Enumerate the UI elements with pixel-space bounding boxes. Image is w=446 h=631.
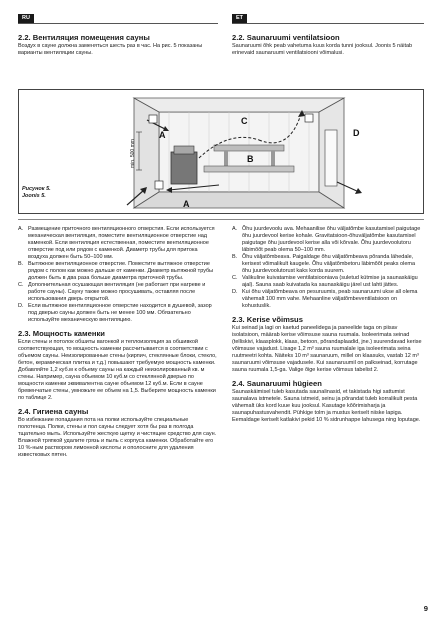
- list-item-key: A.: [232, 226, 238, 232]
- list-item-text: Размещение приточного вентиляционного отверстия. Если используется механическая вентиляция, поместите вентиляционное отверстие над каменкой. Если вентиляция естественная, поместите вентиляционное отверстие под или рядом с каменкой. Диаметр трубы для притока воздуха должен быть 50–100 мм.: [28, 226, 215, 260]
- header-rule-right: [232, 23, 424, 24]
- list-item: [18, 282, 218, 303]
- page-number: 9: [423, 604, 428, 613]
- et-hygiene-title: 2.4. Saunaruumi hügieen: [232, 379, 322, 388]
- list-item: [232, 254, 424, 275]
- list-item-key: B.: [232, 254, 238, 260]
- figure-label-c: C: [241, 116, 248, 126]
- ventilation-figure: [18, 89, 424, 214]
- ru-ventilation-intro: Воздух в сауне должна заменяться шесть раз в час. На рис. 5 показаны варианты вентиляции сауны.: [18, 43, 203, 56]
- figure-label-a-bottom: A: [183, 199, 190, 209]
- dimension-label: min. 500 mm: [130, 139, 136, 168]
- et-hygiene-text: Saunaskäimisel tuleb kasutada saunalinasid, et takistada higi sattumist saunalava istmetele. Sauna istmeid, seinu ja põrandat tuleb korralikult pesta vähemalt üks kord kuue kuu jooksul. Kasutage kõõrimisharja ja saunapuhastusvahendit. Pühkige tolm ja mustus keriselt niiske lapiga. Eemaldage keriselt katlakivi pekid 10 % sidrunhappe lahusega ning loputage.: [232, 389, 421, 423]
- figure-caption-ru: Рисунок 5.: [22, 186, 51, 192]
- et-ventilation-list: [232, 226, 424, 310]
- et-ventilation-section: [232, 33, 424, 57]
- list-item-key: C.: [232, 275, 238, 281]
- list-item: [18, 226, 218, 261]
- list-item: [232, 289, 424, 310]
- et-power-text: Kui seinad ja lagi on kaetud paneelidega ja paneelide taga on piisav isolatsioon, määrab kerise võimsuse sauna ruumala. Isoleerimata seinad (telliskivi, klaasplokk, klaas, betoon, põrandaplaadid, jne.) suurendavad kerise võimsuse vajadust. Lisage 1,2 m³ sauna ruumalale iga isoleerimata seina ruutmeetri kohta. Näiteks 10 m³ saunaruum, millel on klaasuks, vastab 12 m³ saunaruumi võimsuse vajadusele. Kui saunaruumil on palkseinad, korrutage sauna ruumala 1,5-ga. Valige õige kerise võimsus tabelist 2.: [232, 325, 422, 373]
- ru-hygiene-title: 2.4. Гигиена сауны: [18, 407, 89, 416]
- list-item-text: Kui õhu väljatõmbeava on pesuruumis, peab saunaruumi ukse all olema vähemalt 100 mm vahe. Mehaanline väljatõmbeventilatsioon on kohustuslik.: [242, 289, 418, 309]
- ru-power-title: 2.3. Мощность каменки: [18, 329, 105, 338]
- ru-ventilation-list: [18, 226, 218, 324]
- list-item-text: Valikuline kuivatamise ventilatsiooniava (suletud kütmise ja saunaskäigu ajal). Sauna saab kuivatada ka saunaskäigu järel ust lahti jättes.: [242, 275, 418, 288]
- list-item-text: Если вытяжное вентиляционное отверстие находится в душевой, зазор под дверью сауны должен быть не менее 100 мм. Обязательно используйте механическую вентиляцию.: [28, 303, 212, 323]
- list-item: [232, 275, 424, 289]
- ru-hygiene-text: Во избежание попадания пота на полки используйте специальные полотенца. Полки, стены и пол сауны следует хотя бы раз в полгода тщательно мыть. Используйте жесткую щетку и чистящее средство для саун. Влажной тряпкой удалите грязь и пыль с корпуса каменки. Обработайте его 10 %-ным раствором лимонной кислоты и ополосните для удаления известковых пятен.: [18, 417, 217, 458]
- list-item: [18, 261, 218, 282]
- list-item-key: C.: [18, 282, 24, 288]
- language-badge-ru: RU: [18, 14, 34, 24]
- ru-power-text: Если стены и потолок обшиты вагонкой и теплоизоляция за обшивкой соответствующая, то мощность каменки рассчитывается в соответствии с объемом сауны. Неизолированные стены (кирпич, стеклянные блоки, стекло, бетон, керамическая плитка и т.д.) повышают требуемую мощность каменки. Добавляйте 1,2 куб.м к объему сауны на каждый неизолированный кв. м стены. Например, сауна объемом 10 куб.м со стеклянной дверью по мощности каменки эквивалентна сауне объемом 12 куб.м. Если в сауне бревенчатые стены, умножьте ее объем на 1,5. Выберите мощность каменки по таблице 2.: [18, 339, 217, 401]
- et-ventilation-intro: Saunaruumi õhk peab vahetuma kuus korda tunni jooksul. Joonis 5 näitab erinevaid saunaruumi ventilatsiooni võimalusi.: [232, 43, 413, 56]
- figure-caption-et: Joonis 5.: [22, 193, 46, 199]
- list-item-key: B.: [18, 261, 24, 267]
- et-body-column: [232, 226, 424, 424]
- ru-ventilation-title: 2.2. Вентиляция помещения сауны: [18, 33, 150, 42]
- figure-caption: [22, 186, 51, 200]
- et-power-title: 2.3. Kerise võimsus: [232, 315, 303, 324]
- figure-separator: [18, 219, 424, 220]
- figure-label-d: D: [353, 128, 360, 138]
- list-item: [232, 226, 424, 254]
- list-item-text: Вытяжное вентиляционное отверстие. Поместите вытяжное отверстие рядом с полом как можно дальше от каменки. Диаметр вытяжной трубы должен быть в два раза больше диаметра приточной трубы.: [28, 261, 214, 281]
- list-item-key: D.: [232, 289, 238, 295]
- list-item-text: Дополнительная осушающая вентиляция (не работает при нагреве и работе сауны). Сауну также можно просушивать, оставляя после использования дверь открытой.: [28, 282, 206, 302]
- figure-label-a-top: A: [159, 130, 166, 140]
- sauna-ventilation-diagram: [19, 90, 425, 215]
- ru-ventilation-section: [18, 33, 218, 57]
- list-item-text: Õhu juurdevoolu ava. Mehaanilise õhu väljatõmbe kasutamisel paigutage õhu juurdevool kerise kohale. Gravitatsioon-õhuväljatõmbe kasutamisel paigutage õhu juurdevool kerise alla või kõrvale. Õhu juurdevoolutoru läbimõõt peab olema 50–100 mm.: [242, 226, 421, 253]
- language-badge-et: ET: [232, 14, 247, 24]
- list-item-key: A.: [18, 226, 24, 232]
- et-ventilation-title: 2.2. Saunaruumi ventilatsioon: [232, 33, 340, 42]
- list-item-text: Õhu väljatõmbeava. Paigaldage õhu väljatõmbeava põranda lähedale, kerisest võimalikult kaugele. Õhu väljatõmbetoru läbimõõt peaks olema õhu juurdevoolutorust kaks korda suurem.: [242, 254, 416, 274]
- figure-label-b: B: [247, 154, 254, 164]
- list-item: [18, 303, 218, 324]
- list-item-key: D.: [18, 303, 24, 309]
- header-rule-left: [18, 23, 218, 24]
- ru-body-column: [18, 226, 218, 459]
